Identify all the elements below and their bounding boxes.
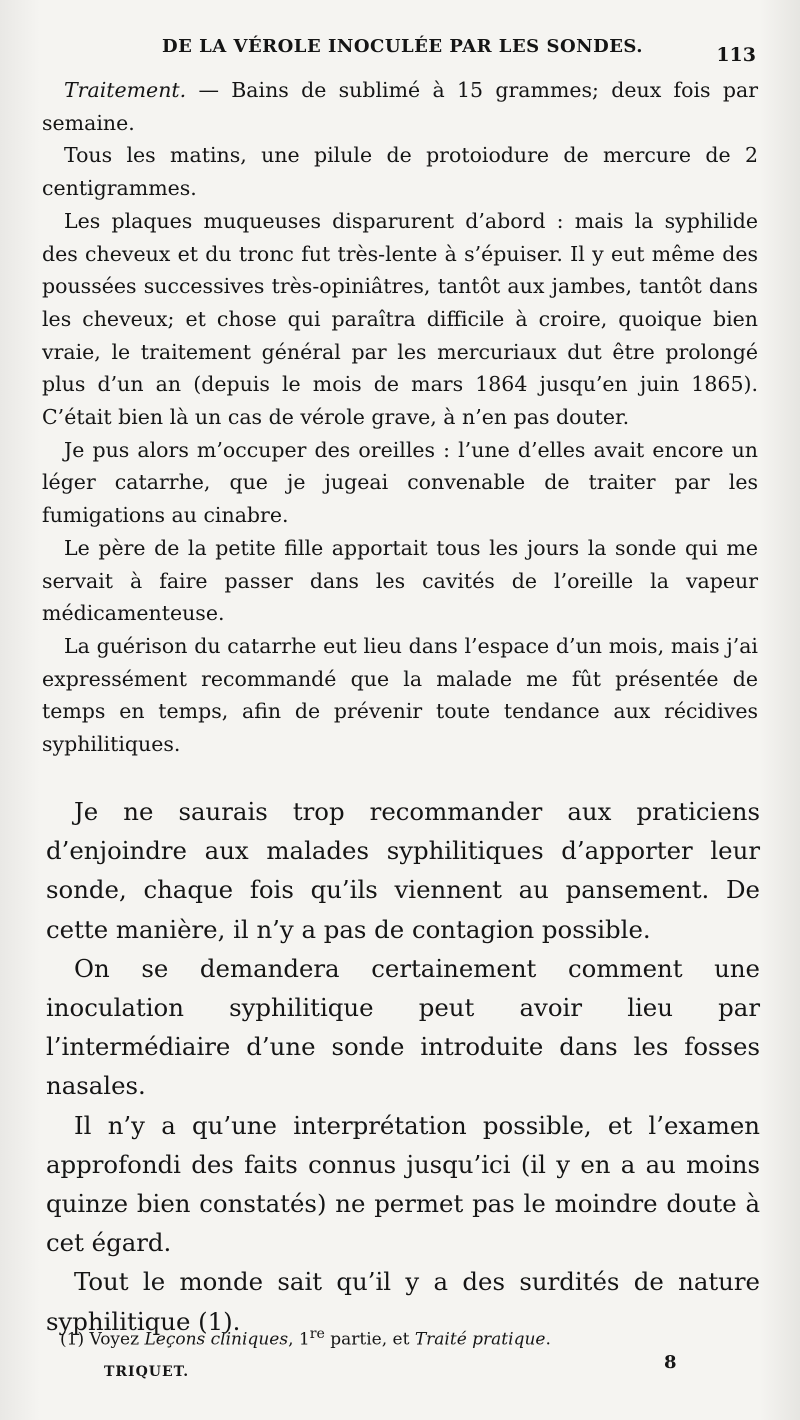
treatment-label: Traitement. (64, 78, 187, 102)
footnote-mid2: partie, et (324, 1329, 415, 1350)
running-title: DE LA VÉROLE INOCULÉE PAR LES SONDES. (162, 36, 644, 57)
page-number: 113 (716, 44, 756, 66)
paragraph-pill: Tous les matins, une pilule de protoiodure de mercure de 2 centigrammes. (42, 143, 758, 201)
section-ornament (0, 762, 800, 788)
footnote-ref-lecons: Leçons cliniques (144, 1329, 289, 1350)
footnote-mid: , 1 (288, 1329, 310, 1350)
footnote-prefix: (1) Voyez (60, 1329, 145, 1350)
footnote (60, 1322, 700, 1352)
paragraph-plaques: Les plaques muqueuses disparurent d’abord : mais la syphilide des cheveux et du tronc fut très-lente à s’épuiser. Il y eut même des poussées successives très-opiniâtres, tantôt aux jambes, tantôt dans les cheveux; et chose qui paraîtra difficile à croire, quoique bien vraie, le traitement général par les mercuriaux dut être prolongé plus d’un an (depuis le mois de mars 1864 jusqu’en juin 1865). C’était bien là un cas de vérole grave, à n’en pas douter. (42, 208, 758, 430)
footnote-ref-traite: Traité pratique (414, 1329, 546, 1350)
paragraph-recommend: Je ne saurais trop recommander aux praticiens d’enjoindre aux malades syphilitiques d’apporter leur sonde, chaque fois qu’ils viennent au pansement. De cette manière, il n’y a pas de contagion possible. (46, 797, 760, 944)
treatment-text: — Bains de sublimé à 15 grammes; deux fois par semaine. (42, 78, 758, 135)
paragraph-father: Le père de la petite fille apportait tous les jours la sonde qui me servait à faire passer dans les cavités de l’oreille la vapeur médicamenteuse. (42, 535, 758, 626)
commentary-text (46, 792, 760, 1341)
printer-signature: TRIQUET. (104, 1364, 190, 1380)
case-report-text (42, 74, 758, 761)
footnote-sup: re (309, 1326, 325, 1342)
paragraph-question: On se demandera certainement comment une inoculation syphilitique peut avoir lieu par l’intermédiaire d’une sonde introduite dans les fosses nasales. (46, 953, 760, 1101)
signature-number: 8 (664, 1352, 677, 1373)
page-header (42, 36, 756, 66)
paragraph-ears: Je pus alors m’occuper des oreilles : l’une d’elles avait encore un léger catarrhe, que je jugeai convenable de traiter par les fumigations au cinabre. (42, 437, 758, 528)
paragraph-treatment (42, 74, 758, 139)
paragraph-interpretation: Il n’y a qu’une interprétation possible, et l’examen approfondi des faits connus jusqu’ici (il y en a au moins quinze bien constatés) ne permet pas le moindre doute à cet égard. (46, 1110, 760, 1258)
paragraph-healing: La guérison du catarrhe eut lieu dans l’espace d’un mois, mais j’ai expressément recommandé que la malade me fût présentée de temps en temps, afin de prévenir toute tendance aux récidives syphilitiques. (42, 633, 758, 757)
footnote-end: . (545, 1329, 551, 1350)
paragraph-deafness: Tout le monde sait qu’il y a des surdités de nature syphilitique (1). (46, 1267, 760, 1336)
